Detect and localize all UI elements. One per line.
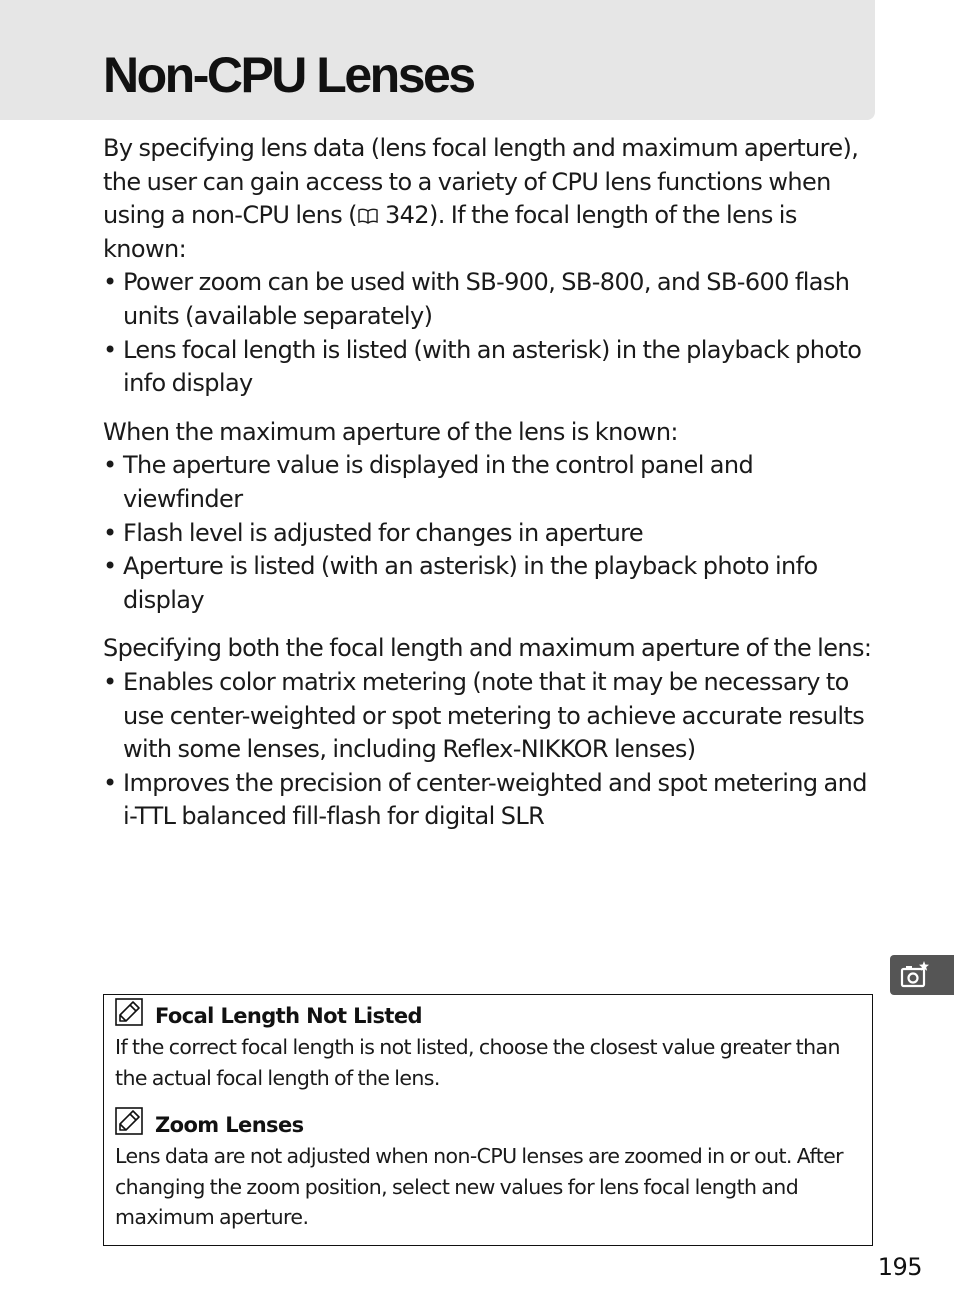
both-known-list: [103, 666, 873, 834]
list-item: • Power zoom can be used with SB-900, SB-800, and SB-600 flash units (available separately): [103, 266, 873, 333]
note-text: If the correct focal length is not listed, choose the closest value greater than the actual focal length of the lens.: [115, 1035, 840, 1090]
intro-paragraph: [103, 132, 873, 266]
aperture-known-lead: When the maximum aperture of the lens is known:: [103, 417, 678, 446]
main-content: [103, 132, 873, 834]
note-title: Focal Length Not Listed: [155, 1003, 422, 1028]
camera-settings-icon: [900, 960, 930, 990]
list-item: • Flash level is adjusted for changes in aperture: [103, 517, 873, 551]
list-item: • Enables color matrix metering (note that it may be necessary to use center-weighted or spot metering to achieve accurate results with some lenses, including Reflex-NIKKOR lenses): [103, 666, 873, 767]
pencil-icon: [115, 998, 143, 1026]
intro-text-after: 342). If the focal length of the lens is known:: [103, 201, 797, 263]
aperture-known-list: [103, 449, 873, 617]
page-title: Non-CPU Lenses: [103, 47, 474, 103]
focal-known-list: [103, 266, 873, 400]
list-item: • Aperture is listed (with an asterisk) in the playback photo info display: [103, 550, 873, 617]
both-known-lead: Specifying both the focal length and maximum aperture of the lens:: [103, 634, 872, 663]
list-item: • The aperture value is displayed in the control panel and viewfinder: [103, 449, 873, 516]
notes-box: [103, 994, 873, 1246]
note-zoom-lenses: [115, 1108, 860, 1233]
note-header: [115, 999, 860, 1032]
note-focal-length: [115, 999, 860, 1093]
note-header: [115, 1108, 860, 1141]
note-title: Zoom Lenses: [155, 1112, 304, 1137]
chapter-tab[interactable]: [890, 955, 954, 995]
note-text: Lens data are not adjusted when non-CPU lenses are zoomed in or out. After changing the zoom position, select new values for lens focal length and maximum aperture.: [115, 1144, 843, 1230]
book-icon: [358, 208, 378, 224]
intro-text-before: By specifying lens data (lens focal length and maximum aperture), the user can gain access to a variety of CPU lens functions when using a non-CPU lens (: [103, 134, 859, 230]
page-number: 195: [877, 1253, 922, 1281]
list-item: • Lens focal length is listed (with an asterisk) in the playback photo info display: [103, 334, 873, 401]
pencil-icon: [115, 1107, 143, 1135]
list-item: • Improves the precision of center-weighted and spot metering and i-TTL balanced fill-flash for digital SLR: [103, 767, 873, 834]
